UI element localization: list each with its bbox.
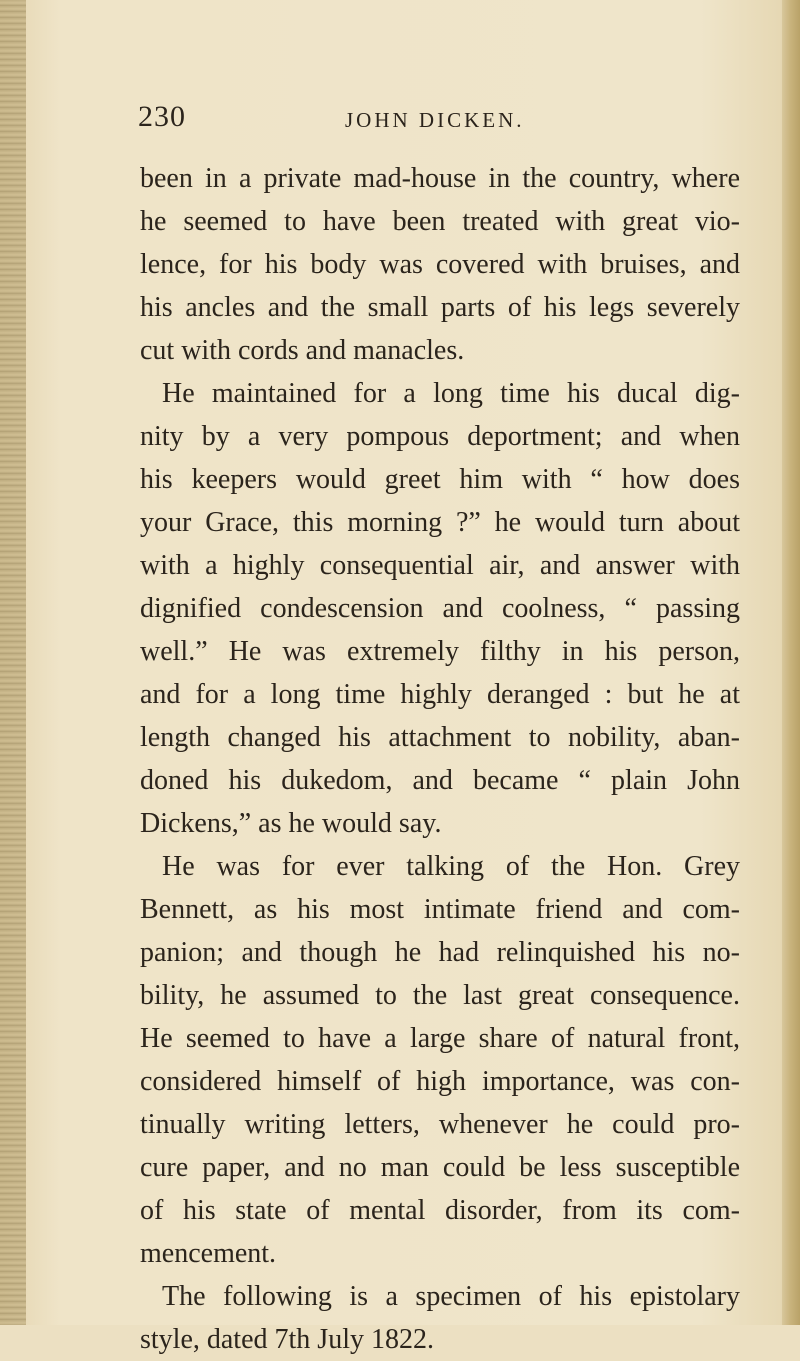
- text-line: dignified condescension and coolness, “ passing: [140, 593, 740, 624]
- text-line: his ancles and the small parts of his legs severely: [140, 292, 740, 323]
- text-line: and for a long time highly deranged : but he at: [140, 679, 740, 710]
- page-header: [0, 100, 800, 140]
- text-line: lence, for his body was covered with bruises, and: [140, 249, 740, 280]
- text-line: panion; and though he had relinquished his no-: [140, 937, 740, 968]
- text-line: Dickens,” as he would say.: [140, 808, 442, 839]
- text-line: with a highly consequential air, and answer with: [140, 550, 740, 581]
- text-line: Bennett, as his most intimate friend and com-: [140, 894, 740, 925]
- binding-edge: [0, 0, 26, 1325]
- text-line: length changed his attachment to nobility, aban-: [140, 722, 740, 753]
- text-line: The following is a specimen of his epistolary: [162, 1281, 740, 1312]
- text-line: He was for ever talking of the Hon. Grey: [162, 851, 740, 882]
- text-line: tinually writing letters, whenever he could pro-: [140, 1109, 740, 1140]
- text-line: considered himself of high importance, was con-: [140, 1066, 740, 1097]
- text-line: doned his dukedom, and became “ plain John: [140, 765, 740, 796]
- text-line: style, dated 7th July 1822.: [140, 1324, 434, 1355]
- text-line: his keepers would greet him with “ how does: [140, 464, 740, 495]
- text-line: nity by a very pompous deportment; and when: [140, 421, 740, 452]
- text-line: cure paper, and no man could be less susceptible: [140, 1152, 740, 1183]
- text-line: he seemed to have been treated with great vio-: [140, 206, 740, 237]
- text-line: mencement.: [140, 1238, 277, 1269]
- text-line: bility, he assumed to the last great consequence.: [140, 980, 740, 1011]
- running-head: JOHN DICKEN.: [345, 108, 525, 132]
- body-text: [140, 157, 740, 1361]
- page-edge: [782, 0, 800, 1325]
- text-line: well.” He was extremely filthy in his person,: [140, 636, 740, 667]
- text-line: He maintained for a long time his ducal dig-: [162, 378, 740, 409]
- text-line: of his state of mental disorder, from its com-: [140, 1195, 740, 1226]
- text-line: cut with cords and manacles.: [140, 335, 465, 366]
- text-line: your Grace, this morning ?” he would turn about: [140, 507, 740, 538]
- page-number: 230: [138, 100, 186, 133]
- text-line: been in a private mad-house in the country, where: [140, 163, 740, 194]
- text-line: He seemed to have a large share of natural front,: [140, 1023, 740, 1054]
